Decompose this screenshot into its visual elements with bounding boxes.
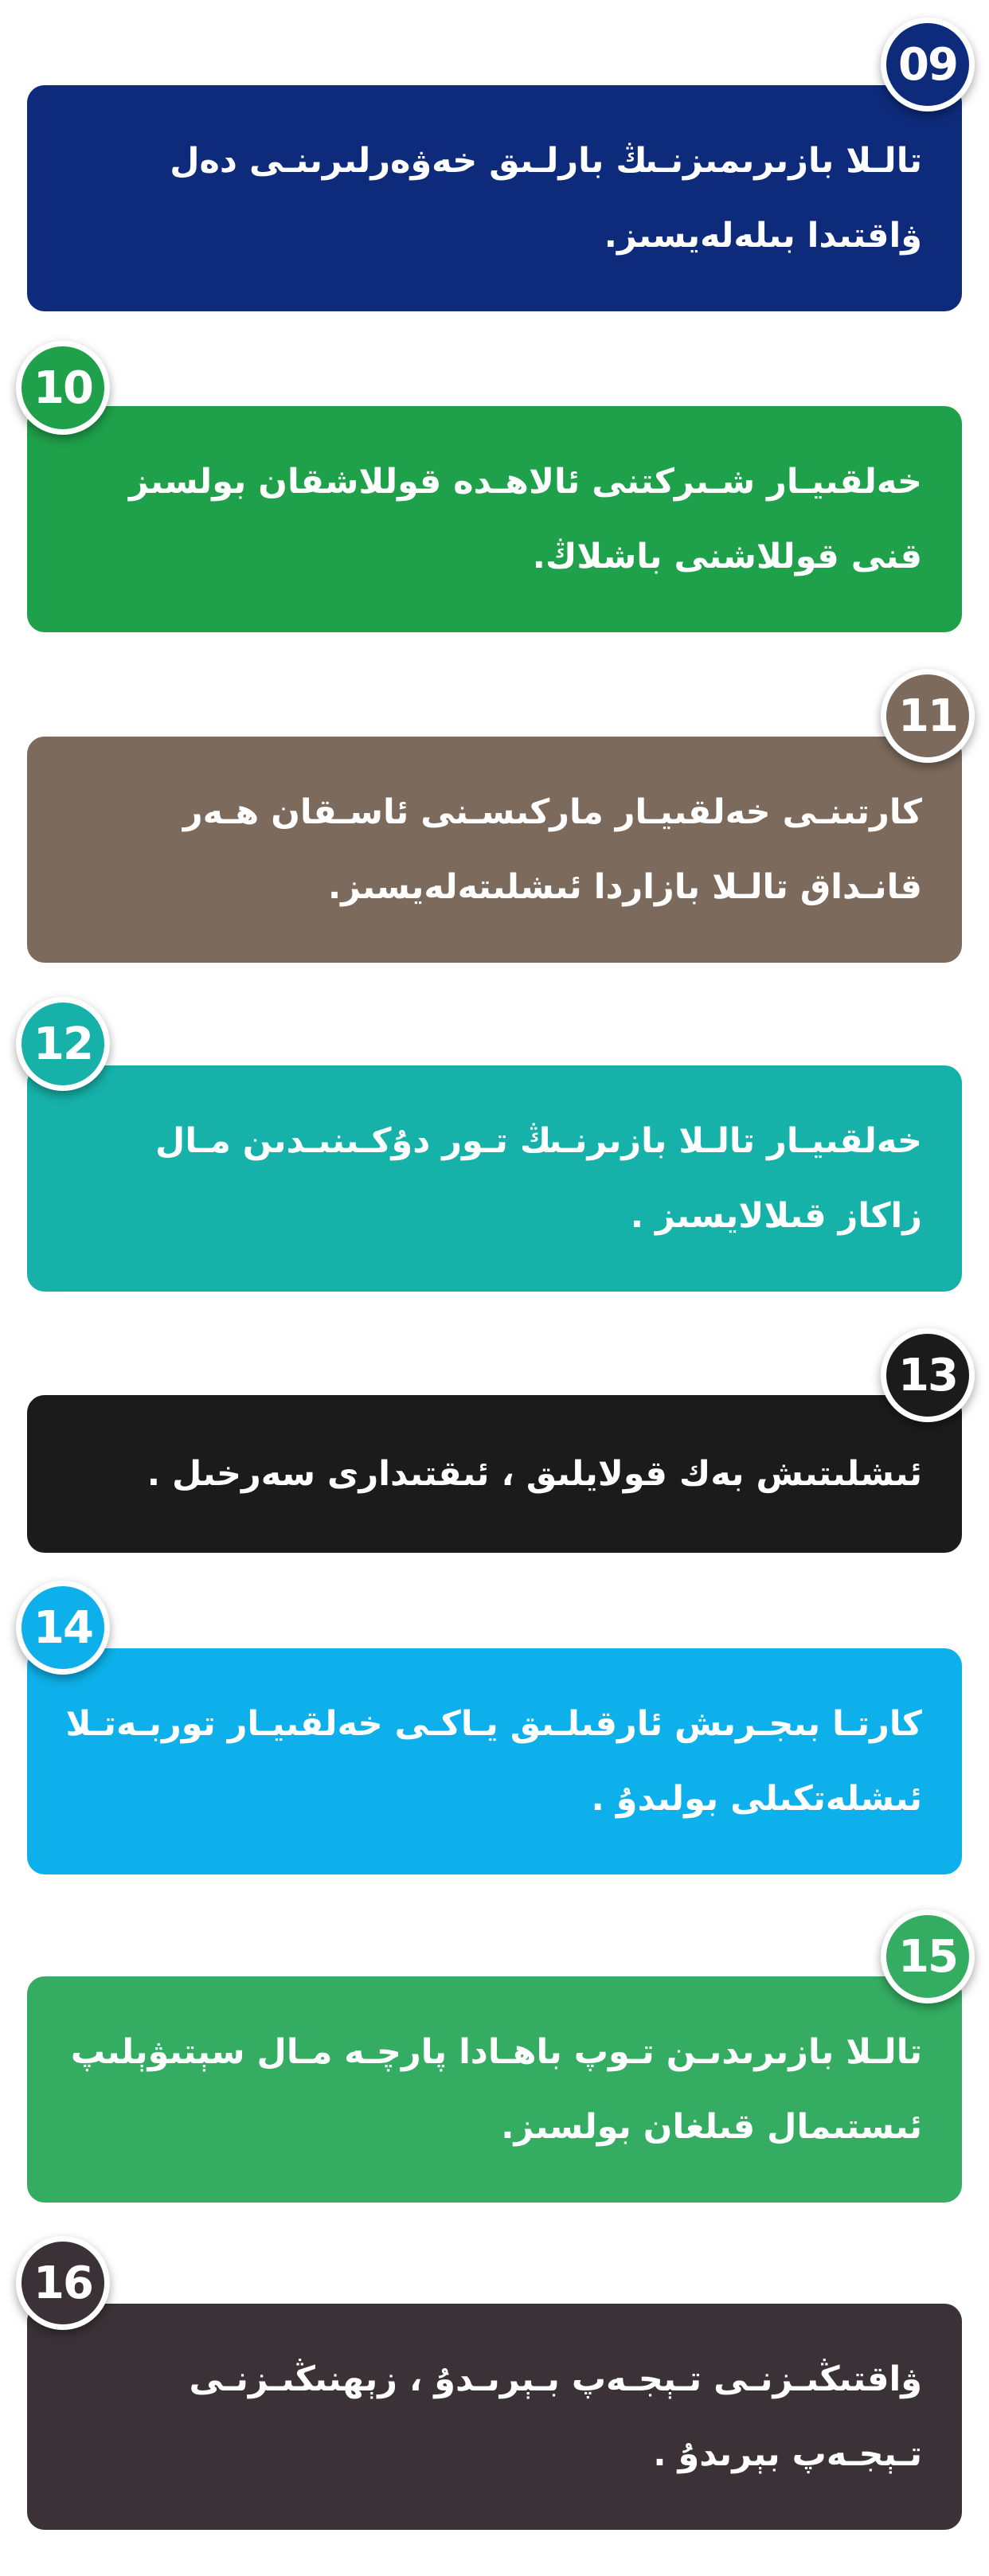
feature-text: كارتىنـى خەلقىيـار ماركىسـنى ئاسـقان ھـەر قانـداق تالـلا بازاردا ئىشلىتەلەيسىز. [182, 792, 922, 907]
feature-card-14 [27, 1648, 962, 1874]
feature-text: خەلقىيـار شـىركتنى ئالاھـدە قوللاشقان بولسىز قنى قوللاشنى باشلاڭ. [129, 462, 922, 577]
feature-text: خەلقىيـار تالـلا بازىرنـىڭ تـور دۇكـىنىـدىن مـال زاكاز قىلالايسىز . [155, 1121, 922, 1236]
number-badge-10: 10 [16, 341, 110, 435]
number-badge-12: 12 [16, 997, 110, 1091]
feature-card-13 [27, 1395, 962, 1553]
feature-card-09 [27, 85, 962, 311]
feature-text: تالـلا بازىرىدىـن تـوپ باھـادا پارچـە مـال سېتىۋېلىپ ئىستىمال قىلغان بولسىز. [70, 2032, 922, 2147]
feature-text: ئىشلىتىش بەك قولايلىق ، ئىقتىدارى سەرخىل . [147, 1454, 922, 1494]
feature-card-10 [27, 406, 962, 632]
number-badge-13: 13 [881, 1328, 975, 1422]
number-badge-11: 11 [881, 669, 975, 763]
number-badge-14: 14 [16, 1581, 110, 1675]
number-badge-15: 15 [881, 1910, 975, 2003]
feature-card-11 [27, 737, 962, 963]
feature-text: تالـلا بازىرىمىزنـىڭ بارلـىق خەۋەرلىرىنـى دەل ۋاقتىدا بىلەلەيسىز. [170, 141, 922, 256]
feature-card-15 [27, 1976, 962, 2203]
number-badge-16: 16 [16, 2236, 110, 2330]
feature-card-12 [27, 1065, 962, 1292]
feature-text: كارتـا بىجـرىش ئارقىلـىق يـاكـى خەلقىيـار توربـەتـلا ئىشلەتكىلى بولىدۇ . [65, 1704, 922, 1819]
feature-text: ۋاقتىڭىـزنـى تـېجـەپ بـېرىـدۇ ، زېھنىڭىـزنـى تـېجـەپ بېرىدۇ . [189, 2359, 922, 2474]
number-badge-09: 09 [881, 18, 975, 111]
feature-card-16 [27, 2304, 962, 2530]
